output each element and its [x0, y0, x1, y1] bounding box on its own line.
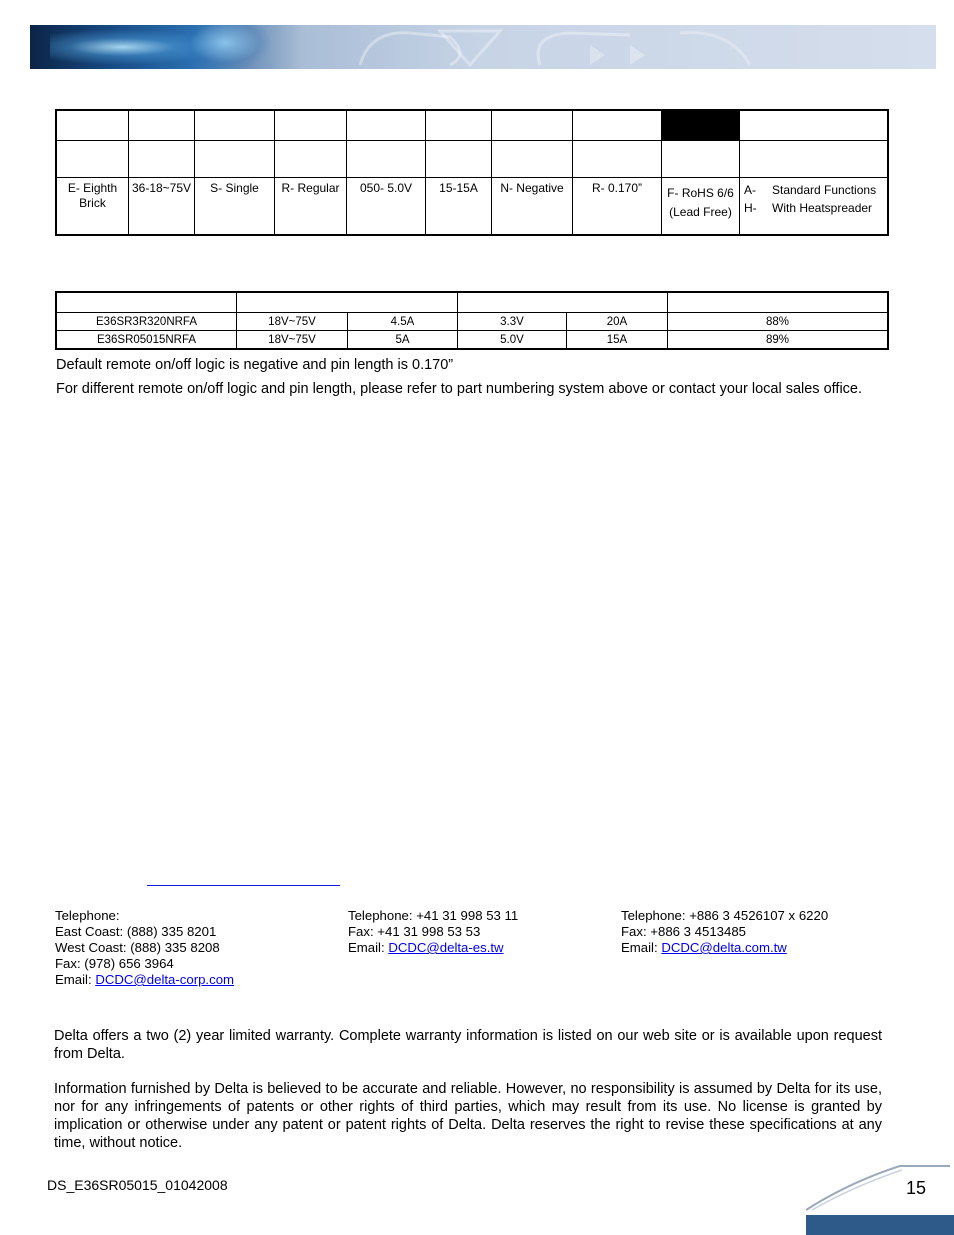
table-row: E36SR3R320NRFA 18V~75V 4.5A 3.3V 20A 88%	[56, 313, 888, 331]
output-voltage-cell: 050- 5.0V	[347, 178, 426, 236]
outputs-cell: S- Single	[195, 178, 275, 236]
email-link[interactable]: DCDC@delta.com.tw	[661, 940, 787, 955]
different-logic-note: For different remote on/off logic and pin length, please refer to part numbering system above or contact your local sales office.	[56, 381, 863, 397]
model-name: E36SR3R320NRFA	[56, 313, 237, 331]
rohs-cell: F- RoHS 6/6 (Lead Free)	[662, 178, 740, 236]
banner-watermark	[30, 25, 936, 69]
header-banner	[30, 25, 936, 69]
dark-header-cell	[662, 110, 740, 141]
option-row: H- With Heatspreader	[744, 201, 873, 215]
contact-usa: Telephone: East Coast: (888) 335 8201 West Coast: (888) 335 8208 Fax: (978) 656 3964 Email: DCDC@delta-corp.com	[55, 908, 235, 987]
footer-corner-graphic	[790, 1160, 954, 1235]
default-logic-note: Default remote on/off logic is negative and pin length is 0.170”	[56, 357, 454, 373]
web-link-underline[interactable]	[147, 885, 340, 886]
page-number: 15	[906, 1178, 927, 1198]
contact-europe: Telephone: +41 31 998 53 11 Fax: +41 31 998 53 53 Email: DCDC@delta-es.tw	[348, 908, 519, 955]
pin-length-cell: R- 0.170”	[573, 178, 662, 236]
contact-asia: Telephone: +886 3 4526107 x 6220 Fax: +886 3 4513485 Email: DCDC@delta.com.tw	[621, 908, 829, 955]
option-row: A- Standard Functions	[744, 183, 877, 197]
document-code: DS_E36SR05015_01042008	[47, 1177, 228, 1193]
part-numbering-table	[55, 109, 889, 236]
email-link[interactable]: DCDC@delta-es.tw	[388, 940, 504, 955]
warranty-text: Delta offers a two (2) year limited warranty. Complete warranty information is listed on our web site or is available upon request from Delta.	[54, 1028, 882, 1062]
input-voltage-cell: 36-18~75V	[129, 178, 195, 236]
table-row: E36SR05015NRFA 18V~75V 5A 5.0V 15A 89%	[56, 331, 888, 350]
product-series-cell: R- Regular	[275, 178, 347, 236]
model-name: E36SR05015NRFA	[56, 331, 237, 350]
option-code-cell	[740, 178, 889, 236]
on-off-logic-cell: N- Negative	[492, 178, 573, 236]
output-current-cell: 15-15A	[426, 178, 492, 236]
email-link[interactable]: DCDC@delta-corp.com	[95, 972, 235, 987]
model-list-table	[55, 291, 889, 350]
disclaimer-text: Information furnished by Delta is believed to be accurate and reliable. However, no responsibility is assumed by Delta for its use, nor for any infringements of patents or other rights of third parties, which may result from its use. No license is granted by implication or otherwise under any patent or patent rights of Delta. Delta reserves the right to revise these specifications at any time, without notice.	[54, 1081, 882, 1151]
form-factor-cell: E- Eighth Brick	[56, 178, 129, 236]
